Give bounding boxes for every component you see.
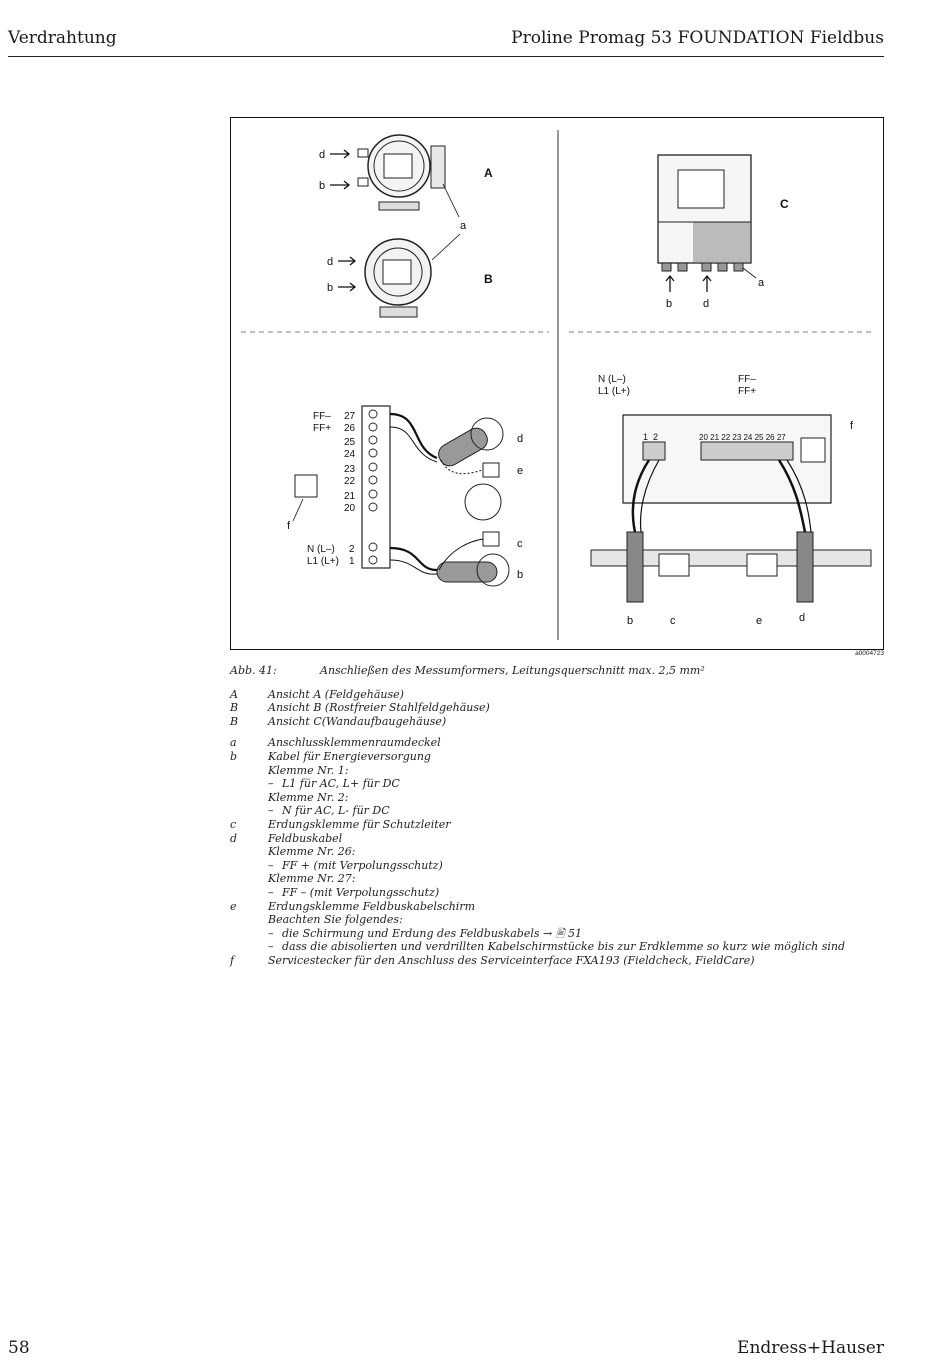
legend-b-line2: – L1 für AC, L+ für DC [268,777,400,791]
caption-number: Abb. 41: [230,664,277,677]
right-ff-minus: FF– [738,374,756,385]
left-t21: 21 [344,491,356,502]
left-t25: 25 [344,437,356,448]
label-b-c: b [666,298,673,310]
label-c-right: c [670,615,676,627]
legend-d-line3: Klemme Nr. 27: [268,872,356,886]
left-t22: 22 [344,476,356,487]
left-n-l: N (L–) [307,544,335,555]
label-b-left: b [517,569,524,581]
legend-d-line4: – FF – (mit Verpolungsschutz) [268,886,439,900]
label-c-left: c [517,538,523,550]
caption-text: Anschließen des Messumformers, Leitungsquerschnitt max. 2,5 mm² [320,664,705,677]
left-t23: 23 [344,464,356,475]
header-rule [8,56,884,57]
label-d-c: d [703,298,710,310]
footer-brand: Endress+Hauser [737,1338,884,1358]
label-b-right: b [627,615,634,627]
label-b-b: b [327,282,334,294]
view-row-a: A Ansicht A (Feldgehäuse) [230,687,404,701]
label-a-c: a [758,277,765,289]
wiring-diagram [231,118,883,649]
left-t24: 24 [344,449,356,460]
wall-housing-c [658,155,751,271]
left-t20: 20 [344,503,356,514]
header-product-title: Proline Promag 53 FOUNDATION Fieldbus [511,28,884,48]
legend-e-line2: – die Schirmung und Erdung des Feldbuskabels → 🖹 51 [268,927,582,941]
label-d-left: d [517,433,524,445]
legend-row-e: e Erdungsklemme Feldbuskabelschirm [230,899,476,913]
page-number: 58 [8,1338,30,1358]
legend-row-f: f Servicestecker für den Anschluss des Serviceinterface FXA193 (Fieldcheck, FieldCare) [230,953,755,967]
header-section-title: Verdrahtung [8,28,117,48]
left-t2: 2 [349,544,355,555]
left-t26: 26 [344,423,356,434]
field-housing-a [358,135,445,210]
steel-housing-b [365,239,431,317]
legend-e-line1: Beachten Sie folgendes: [268,913,403,927]
right-fieldbus-terminal-numbers: 20 21 22 23 24 25 26 27 [699,433,786,442]
right-n-l: N (L–) [598,374,626,385]
label-e-left: e [517,465,524,477]
wiring-figure [230,117,884,650]
label-a-top: a [460,220,467,232]
left-t27: 27 [344,411,356,422]
legend-d-line1: Klemme Nr. 26: [268,845,356,859]
label-view-a: A [484,166,493,180]
label-d-right: d [799,612,806,624]
legend-b-line4: – N für AC, L- für DC [268,804,390,818]
legend-row-c: c Erdungsklemme für Schutzleiter [230,817,451,831]
legend-b-line1: Klemme Nr. 1: [268,763,349,777]
left-t1: 1 [349,556,355,567]
legend-row-a: a Anschlussklemmenraumdeckel [230,736,441,750]
terminal-block-left [362,406,390,568]
label-d: d [319,149,326,161]
label-e-right: e [756,615,763,627]
label-view-b: B [484,272,493,286]
label-f-left: f [287,520,291,532]
left-ff-plus: FF+ [313,423,332,434]
label-d-b: d [327,256,334,268]
view-row-c: B Ansicht C(Wandaufbaugehäuse) [230,714,447,728]
figure-id: a0004723 [855,650,884,657]
right-power-terminal-numbers: 1 2 [643,432,659,442]
right-ff-plus: FF+ [738,386,757,397]
legend-d-line2: – FF + (mit Verpolungsschutz) [268,859,443,873]
label-f-right: f [850,420,854,432]
view-row-b: B Ansicht B (Rostfreier Stahlfeldgehäuse) [230,701,490,715]
left-ff-minus: FF– [313,411,331,422]
figure-caption [230,664,845,967]
legend-b-line3: Klemme Nr. 2: [268,790,349,804]
label-b: b [319,180,326,192]
legend-row-d: d Feldbuskabel [230,831,343,845]
left-l1-l: L1 (L+) [307,556,339,567]
right-l1-l: L1 (L+) [598,386,630,397]
label-view-c: C [780,197,789,211]
legend-e-line3: – dass die abisolierten und verdrillten Kabelschirmstücke bis zur Erdklemme so kurz wie möglich sind [268,940,845,954]
legend-row-b: b Kabel für Energieversorgung [230,749,431,763]
